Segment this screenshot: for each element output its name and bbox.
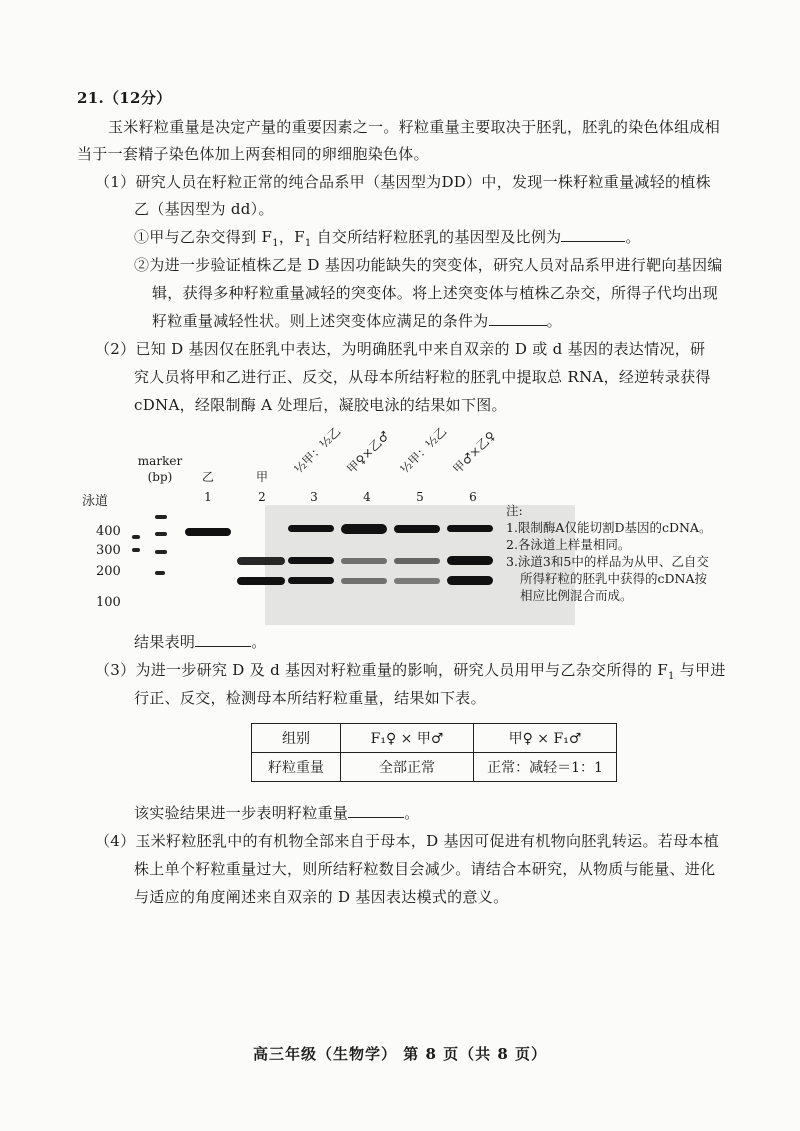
- gel-band-lane3-180: [288, 577, 334, 584]
- text-fragment: 。: [625, 228, 641, 246]
- gel-band-lane4-400: [341, 524, 387, 534]
- text-fragment: 。: [546, 312, 562, 330]
- part1-line-f: [152, 311, 562, 331]
- part1-line-e: 辑，获得多种籽粒重量减轻的突变体。将上述突变体与植株乙杂交，所得子代均出现: [152, 284, 719, 302]
- page-footer: 高三年级（生物学） 第 8 页（共 8 页）: [253, 1045, 547, 1063]
- part1-line-b: 乙（基因型为 dd）。: [134, 200, 274, 218]
- subscript: 1: [272, 238, 279, 249]
- question-number: 21.（12分）: [77, 89, 172, 107]
- gel-band-lane3-250: [288, 557, 334, 564]
- part3-line-a: [95, 660, 726, 687]
- part2-line-b: 究人员将甲和乙进行正、反交，从母本所结籽粒的胚乳中提取总 RNA，经逆转录获得: [134, 368, 711, 386]
- lane-name-jia: 甲: [255, 470, 268, 484]
- text-fragment: ①甲与乙杂交得到 F: [134, 228, 273, 246]
- text-fragment: 。: [404, 804, 420, 822]
- note-3: 3.泳道3和5中的样品为从甲、乙自交: [506, 554, 709, 569]
- answer-blank[interactable]: [348, 803, 404, 818]
- text-fragment: 自交所结籽粒胚乳的基因型及比例为: [311, 228, 562, 246]
- table-header-cell: 组别: [252, 724, 341, 753]
- note-title: 注:: [506, 503, 523, 518]
- table-cell: 全部正常: [341, 753, 474, 782]
- gel-band-lane3-400: [288, 525, 334, 532]
- subscript: 1: [668, 671, 675, 682]
- marker-label: marker: [137, 454, 183, 468]
- gel-figure: [80, 420, 780, 620]
- cross-label-5: ½甲：½乙: [397, 424, 450, 477]
- answer-blank[interactable]: [489, 311, 547, 326]
- lane-number-6: 6: [469, 490, 477, 504]
- text-fragment: 该实验结果进一步表明籽粒重量: [134, 804, 349, 822]
- text-fragment: ，F: [278, 228, 305, 246]
- answer-blank[interactable]: [195, 632, 251, 647]
- part1-line-a: （1）研究人员在籽粒正常的纯合品系甲（基因型为DD）中，发现一株籽粒重量减轻的植株: [95, 173, 711, 191]
- answer-blank[interactable]: [561, 227, 625, 242]
- part4-line-c: 与适应的角度阐述来自双亲的 D 基因表达模式的意义。: [134, 888, 509, 906]
- text-fragment: 。: [251, 633, 267, 651]
- gel-band-lane1-400: [185, 528, 231, 536]
- results-table: [251, 723, 617, 782]
- cross-label-4: 甲♀×乙♂: [344, 428, 393, 477]
- lane-number-4: 4: [363, 490, 371, 504]
- note-3-cont-1: 所得籽粒的胚乳中获得的cDNA按: [520, 571, 707, 586]
- gel-band-lane6-400: [447, 525, 493, 532]
- note-2: 2.各泳道上样量相同。: [506, 537, 631, 552]
- table-cell: 正常：减轻＝1：1: [474, 753, 617, 782]
- intro-line-1: 玉米籽粒重量是决定产量的重要因素之一。籽粒重量主要取决于胚乳，胚乳的染色体组成相: [108, 118, 721, 136]
- bp-tick-200: 200: [96, 564, 121, 579]
- part1-line-d: ②为进一步验证植株乙是 D 基因功能缺失的突变体，研究人员对品系甲进行靶向基因编: [134, 256, 723, 274]
- marker-band: [155, 532, 167, 536]
- cross-label-3: ½甲：½乙: [291, 424, 344, 477]
- intro-line-2: 当于一套精子染色体加上两套相同的卵细胞染色体。: [77, 145, 429, 163]
- note-1: 1.限制酶A仅能切割D基因的cDNA。: [506, 520, 712, 535]
- gel-band-lane2-180: [237, 577, 285, 585]
- marker-band: [132, 535, 140, 539]
- bp-tick-400: 400: [96, 524, 121, 539]
- text-fragment: （3）为进一步研究 D 及 d 基因对籽粒重量的影响，研究人员用甲与乙杂交所得的 F: [95, 661, 669, 679]
- lane-word: 泳道: [82, 494, 109, 509]
- lane-number-5: 5: [416, 490, 424, 504]
- part2-result-line: [134, 632, 267, 652]
- table-row: [252, 753, 617, 782]
- lane-number-3: 3: [310, 490, 318, 504]
- table-header-cell: 甲♀ × F₁♂: [474, 724, 617, 753]
- part4-line-b: 株上单个籽粒重量过大，则所结籽粒数目会减少。请结合本研究，从物质与能量、进化: [134, 860, 716, 878]
- part2-line-c: cDNA，经限制酶 A 处理后，凝胶电泳的结果如下图。: [134, 396, 507, 414]
- note-3-cont-2: 相应比例混合而成。: [520, 588, 633, 603]
- marker-band: [155, 515, 167, 519]
- bp-unit-label: (bp): [147, 470, 173, 484]
- part4-line-a: （4）玉米籽粒胚乳中的有机物全部来自于母本，D 基因可促进有机物向胚乳转运。若母本植: [95, 832, 719, 850]
- marker-band: [155, 550, 167, 554]
- part1-line-c: [134, 227, 641, 254]
- bp-tick-100: 100: [96, 595, 121, 610]
- text-fragment: 籽粒重量减轻性状。则上述突变体应满足的条件为: [152, 312, 489, 330]
- lane-number-2: 2: [258, 490, 266, 504]
- part3-line-b: 行正、反交，检测母本所结籽粒重量，结果如下表。: [134, 689, 486, 707]
- part3-result-line: [134, 803, 420, 823]
- gel-band-lane6-180: [447, 576, 493, 585]
- lane-name-yi: 乙: [201, 470, 214, 484]
- gel-band-lane5-400: [394, 525, 440, 533]
- part2-line-a: （2）已知 D 基因仅在胚乳中表达，为明确胚乳中来自双亲的 D 或 d 基因的表达情况，研: [95, 340, 706, 358]
- table-header-row: [252, 724, 617, 753]
- table-cell: 籽粒重量: [252, 753, 341, 782]
- lane-number-1: 1: [204, 490, 212, 504]
- text-fragment: 与甲进: [674, 661, 726, 679]
- text-fragment: 结果表明: [134, 633, 196, 651]
- gel-band-lane5-250: [394, 558, 440, 564]
- subscript: 1: [304, 238, 312, 249]
- bp-tick-300: 300: [96, 543, 121, 558]
- gel-band-lane2-250: [237, 557, 285, 565]
- gel-band-lane6-250: [447, 556, 493, 565]
- gel-band-lane4-180: [341, 578, 387, 584]
- gel-band-lane5-180: [394, 578, 440, 584]
- gel-band-lane4-250: [341, 558, 387, 564]
- marker-band: [132, 548, 140, 552]
- marker-band: [155, 571, 165, 575]
- table-header-cell: F₁♀ × 甲♂: [341, 724, 474, 753]
- cross-label-6: 甲♂×乙♀: [450, 428, 499, 477]
